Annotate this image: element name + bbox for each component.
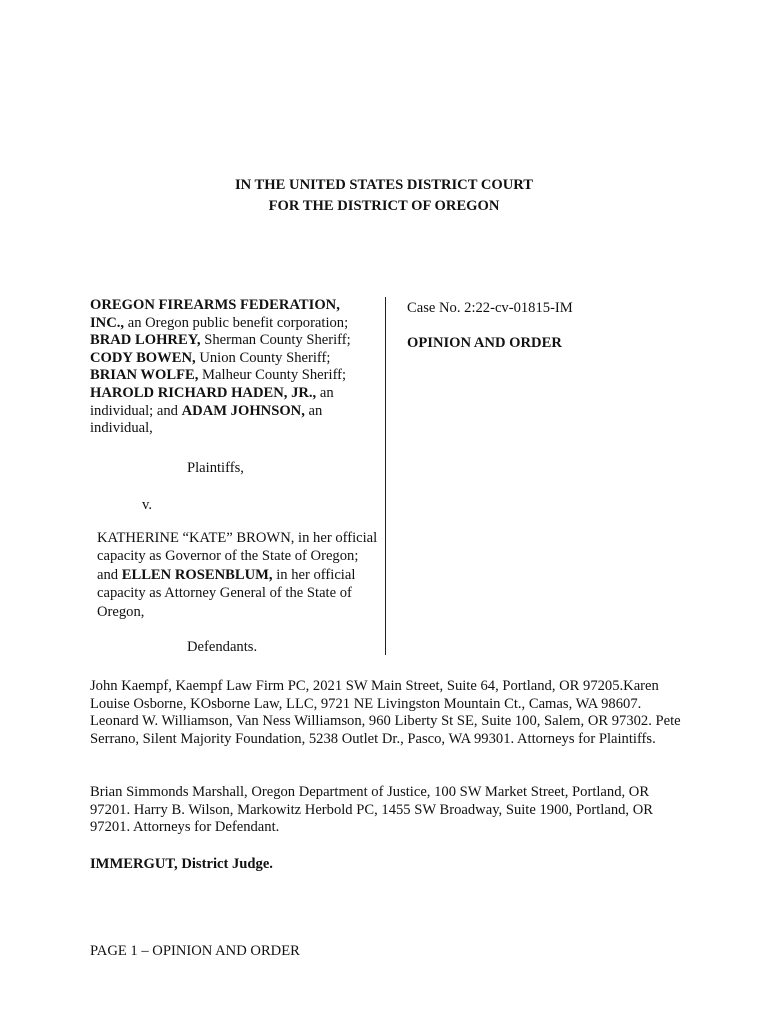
plaintiff-description: an Oregon public benefit corporation;	[124, 314, 349, 331]
plaintiff-name: OREGON FIREARMS FEDERATION, INC.,	[90, 297, 340, 331]
case-number: Case No. 2:22-cv-01815-IM	[407, 300, 573, 316]
page-footer: PAGE 1 – OPINION AND ORDER	[90, 943, 300, 959]
plaintiff-description: an individual,	[90, 402, 323, 437]
caption-parties	[90, 297, 378, 655]
judge-line: IMMERGUT, District Judge.	[90, 856, 273, 872]
defendant-name: KATHERINE “KATE” BROWN	[97, 530, 291, 546]
caption-case-info	[407, 299, 707, 352]
plaintiffs-label: Plaintiffs,	[187, 460, 244, 476]
defendant-description: , in her official capacity as Governor of the State of Oregon; and	[97, 530, 378, 583]
plaintiffs-list	[90, 297, 375, 438]
caption-divider	[385, 297, 386, 655]
plaintiff-description: an individual; and	[90, 384, 334, 419]
plaintiffs-counsel: John Kaempf, Kaempf Law Firm PC, 2021 SW Main Street, Suite 64, Portland, OR 97205.Karen Louise Osborne, KOsborne Law, LLC, 9721 NE Livingston Mountain Ct., Camas, WA 98607. Leonard W. Williamson, Van Ness Williamson, 960 Liberty St SE, Suite 100, Salem, OR 97302. Pete Serrano, Silent Majority Foundation, 5238 Outlet Dr., Pasco, WA 99301. Attorneys for Plaintiffs.	[90, 678, 681, 748]
plaintiff-description: Malheur County Sheriff;	[198, 367, 347, 384]
plaintiff-name: CODY BOWEN,	[90, 349, 196, 366]
court-heading	[0, 175, 768, 217]
defendants-label: Defendants.	[187, 639, 258, 655]
plaintiff-name: BRAD LOHREY,	[90, 332, 201, 349]
defendants-list	[97, 529, 382, 621]
defendants-counsel: Brian Simmonds Marshall, Oregon Department of Justice, 100 SW Market Street, Portland, OR 97201. Harry B. Wilson, Markowitz Herbold PC, 1455 SW Broadway, Suite 1900, Portland, OR 97201. Attorneys for Defendant.	[90, 784, 653, 836]
plaintiff-name: HAROLD RICHARD HADEN, JR.,	[90, 384, 317, 401]
plaintiff-description: Union County Sheriff;	[195, 349, 331, 366]
plaintiff-name: BRIAN WOLFE,	[90, 367, 199, 384]
plaintiff-description: Sherman County Sheriff;	[200, 332, 351, 349]
document-type: OPINION AND ORDER	[407, 335, 562, 351]
court-heading-line-1: IN THE UNITED STATES DISTRICT COURT	[234, 177, 534, 193]
plaintiff-name: ADAM JOHNSON,	[181, 402, 305, 419]
defendant-name: ELLEN ROSENBLUM,	[121, 566, 273, 583]
defendant-description: in her official capacity as Attorney General of the State of Oregon,	[97, 566, 356, 620]
versus-label: v.	[142, 497, 152, 513]
court-heading-line-2: FOR THE DISTRICT OF OREGON	[268, 198, 500, 214]
